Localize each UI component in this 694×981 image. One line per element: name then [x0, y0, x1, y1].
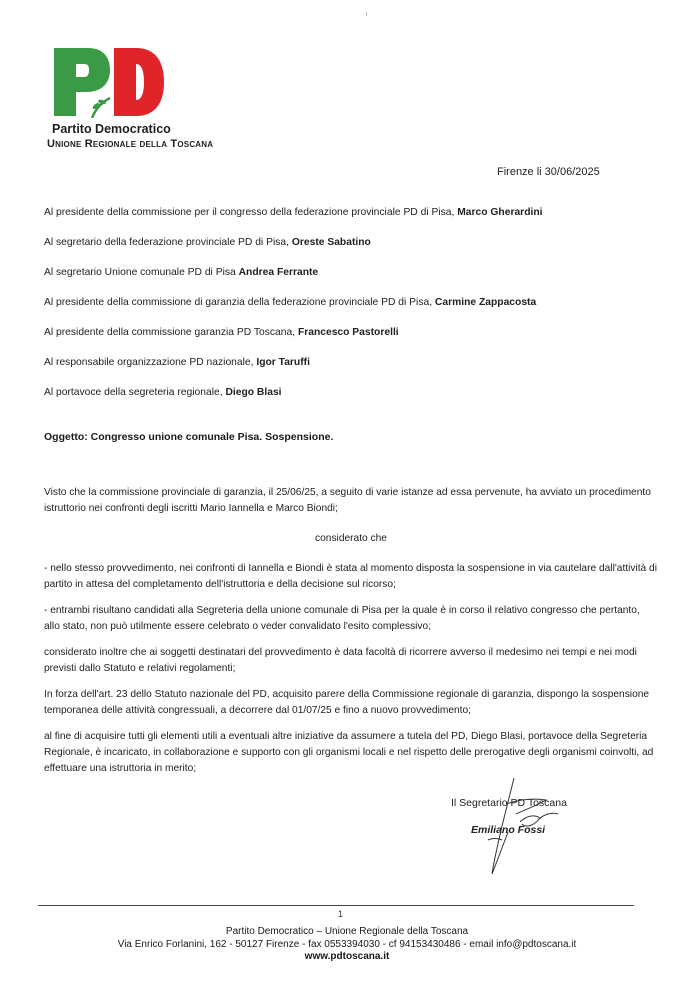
recipient-line: Al segretario della federazione provinciale PD di Pisa, Oreste Sabatino — [44, 237, 371, 248]
recipient-name: Carmine Zappacosta — [434, 297, 537, 308]
pd-logo — [52, 46, 167, 118]
recipient-name: Francesco Pastorelli — [297, 327, 399, 338]
recipient-line: Al portavoce della segreteria regionale, Diego Blasi — [44, 387, 282, 398]
recipient-line: Al segretario Unione comunale PD di Pisa Andrea Ferrante — [44, 267, 319, 278]
paragraph-decision: In forza dell'art. 23 dello Statuto nazionale del PD, acquisito parere della Commissione regionale di garanzia, dispongo la sospensione temporanea delle attività congressuali, a decorrere dal 01/07/25 e fino a nuovo provvedimento; — [44, 689, 650, 716]
scan-mark — [366, 12, 367, 16]
union-name: Unione Regionale della Toscana — [47, 138, 214, 150]
footer-address: Via Enrico Forlanini, 162 - 50127 Firenze - fax 0553394030 - cf 94153430486 - email info@pdtoscana.it — [117, 938, 577, 950]
handwritten-signature — [462, 774, 572, 879]
paragraph-intro: Visto che la commissione provinciale di garanzia, il 25/06/25, a seguito di varie istanze ad essa pervenute, ha avviato un procedimento istruttorio nei confronti degli iscritti Mario Iannella e Marco Biondi; — [44, 487, 651, 514]
recipient-line: Al presidente della commissione di garanzia della federazione provinciale PD di Pisa, Carmine Zappacosta — [44, 297, 537, 308]
paragraph-point-3: considerato inoltre che ai soggetti destinatari del provvedimento è data facoltà di ricorrere avverso il medesimo nei tempi e nei modi previsti dallo Statuto e relativi regolamenti; — [44, 647, 637, 674]
recipient-line: Al responsabile organizzazione PD nazionale, Igor Taruffi — [44, 357, 310, 368]
footer-divider — [38, 905, 634, 906]
recipient-name: Diego Blasi — [225, 387, 282, 398]
recipient-line: Al presidente della commissione garanzia PD Toscana, Francesco Pastorelli — [44, 327, 399, 338]
paragraph-considered: considerato che — [315, 533, 387, 544]
recipient-name: Andrea Ferrante — [238, 267, 319, 278]
letter-date: Firenze li 30/06/2025 — [497, 166, 600, 178]
recipients-list — [44, 207, 654, 417]
letter-body — [44, 485, 658, 787]
letter-footer — [0, 926, 694, 964]
recipient-name: Oreste Sabatino — [291, 237, 371, 248]
page-number: 1 — [338, 909, 344, 919]
paragraph-point-1: - nello stesso provvedimento, nei confronti di Iannella e Biondi è stata al momento disposta la sospensione in via cautelare dall'attività di partito in attesa del completamento dell'istruttoria e della decisione sul ricorso; — [44, 563, 657, 590]
recipient-line: Al presidente della commissione per il congresso della federazione provinciale PD di Pisa, Marco Gherardini — [44, 207, 543, 218]
paragraph-point-2: - entrambi risultano candidati alla Segreteria della unione comunale di Pisa per la quale è in corso il relativo congresso che pertanto, allo stato, non può utilmente essere celebrato o veder convalidato l'esito complessivo; — [44, 605, 640, 632]
letter-subject: Oggetto: Congresso unione comunale Pisa. Sospensione. — [44, 431, 334, 443]
paragraph-closing: al fine di acquisire tutti gli elementi utili a eventuali altre iniziative da assumere a tutela del PD, Diego Blasi, portavoce della Segreteria Regionale, è incaricato, in collaborazione e supporto con gli organismi locali e nel rispetto delle prerogative degli organismi coinvolti, ad effettuare una istruttoria in merito; — [44, 731, 654, 774]
signatory-title: Il Segretario PD Toscana — [451, 797, 567, 809]
recipient-name: Marco Gherardini — [457, 207, 543, 218]
footer-org: Partito Democratico – Unione Regionale della Toscana — [225, 926, 469, 937]
signatory-name: Emiliano Fossi — [471, 824, 546, 836]
footer-website: www.pdtoscana.it — [304, 951, 390, 962]
party-name: Partito Democratico — [52, 122, 171, 136]
recipient-name: Igor Taruffi — [256, 357, 310, 368]
